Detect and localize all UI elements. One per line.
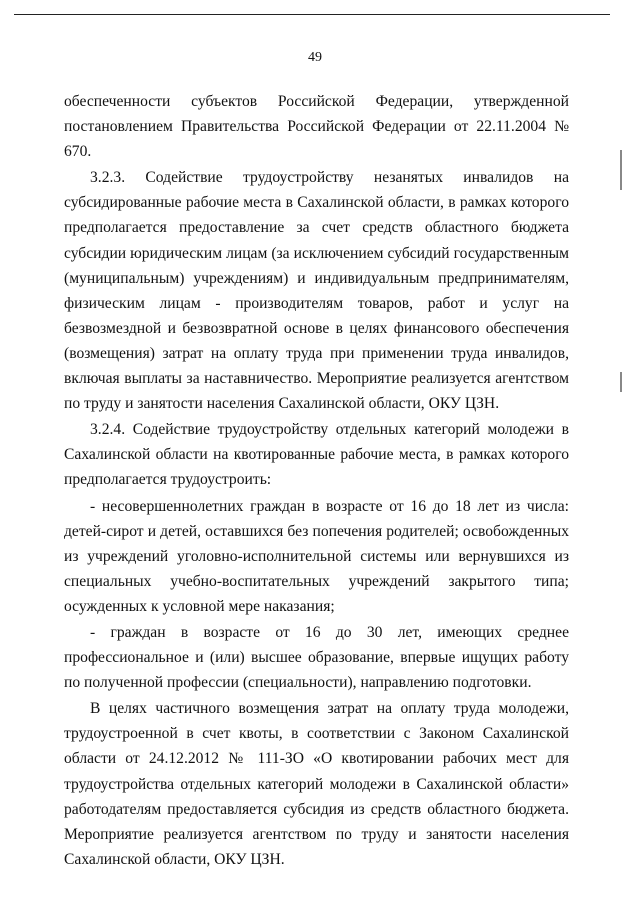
scan-edge-mark bbox=[620, 150, 622, 190]
top-rule bbox=[14, 14, 610, 15]
scan-edge-mark bbox=[620, 372, 622, 392]
paragraph-3-2-3: 3.2.3. Содействие трудоустройству незанятых инвалидов на субсидированные рабочие места в Сахалинской области, в рамках которого предполагается предоставление за счет средств областного бюджета субсидии юридическим лицам (за исключением субсидий государственным (муниципальным) учреждениям) и индивидуальным предпринимателям, физическим лицам - производителям товаров, работ и услуг на безвозмездной и безвозвратной основе в целях финансового обеспечения (возмещения) затрат на оплату труда при применении труда инвалидов, включая выплаты за наставничество. Мероприятие реализуется агентством по труду и занятости населения Сахалинской области, ОКУ ЦЗН. bbox=[64, 169, 569, 413]
document-body bbox=[64, 89, 569, 872]
page-number: 49 bbox=[308, 50, 322, 65]
list-item-graduates: - граждан в возрасте от 16 до 30 лет, имеющих среднее профессиональное и (или) высшее образование, впервые ищущих работу по полученной профессии (специальности), направлению подготовки. bbox=[64, 623, 569, 692]
list-item-minors: - несовершеннолетних граждан в возрасте от 16 до 18 лет из числа: детей-сирот и детей, оставшихся без попечения родителей; освобожденных из учреждений уголовно-исполнительной системы или вернувшихся из специальных учебно-воспитательных учреждений закрытого типа; осужденных к условной мере наказания; bbox=[64, 497, 569, 615]
paragraph-subsidy: В целях частичного возмещения затрат на оплату труда молодежи, трудоустроенной в счет квоты, в соответствии с Законом Сахалинской области от 24.12.2012 № 111-ЗО «О квотировании рабочих мест для трудоустройства отдельных категорий молодежи в Сахалинской области» работодателям предоставляется субсидия из средств областного бюджета. Мероприятие реализуется агентством по труду и занятости населения Сахалинской области, ОКУ ЦЗН. bbox=[64, 700, 569, 868]
paragraph-3-2-4: 3.2.4. Содействие трудоустройству отдельных категорий молодежи в Сахалинской области на квотированные рабочие места, в рамках которого предполагается трудоустроить: bbox=[64, 421, 569, 489]
paragraph-continuation: обеспеченности субъектов Российской Федерации, утвержденной постановлением Правительства Российской Федерации от 22.11.2004 № 670. bbox=[64, 93, 569, 161]
